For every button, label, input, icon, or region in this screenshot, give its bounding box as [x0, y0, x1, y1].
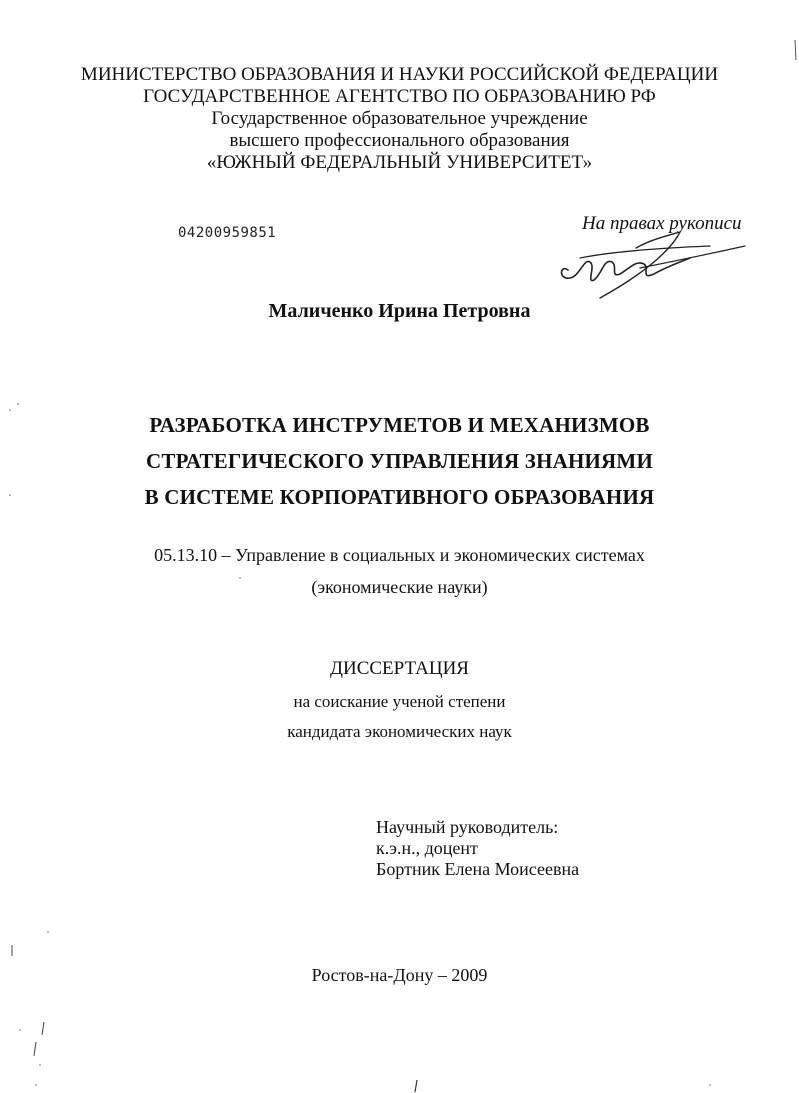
thesis-title-line-2: СТРАТЕГИЧЕСКОГО УПРАВЛЕНИЯ ЗНАНИЯМИ [146, 449, 653, 473]
city-year: Ростов-на-Дону – 2009 [311, 965, 488, 985]
specialty-code: 05.13.10 – Управление в социальных и экономических системах [154, 545, 645, 565]
ministry-line: МИНИСТЕРСТВО ОБРАЗОВАНИЯ И НАУКИ РОССИЙСКОЙ ФЕДЕРАЦИИ [80, 64, 719, 85]
advisor-title: к.э.н., доцент [376, 838, 478, 858]
handwritten-signature [540, 228, 750, 308]
academic-degree: кандидата экономических наук [287, 722, 512, 741]
thesis-title-line-3: В СИСТЕМЕ КОРПОРАТИВНОГО ОБРАЗОВАНИЯ [144, 485, 655, 509]
thesis-title-line-1: РАЗРАБОТКА ИНСТРУМЕТОВ И МЕХАНИЗМОВ [149, 413, 650, 437]
agency-line: ГОСУДАРСТВЕННОЕ АГЕНТСТВО ПО ОБРАЗОВАНИЮ РФ [143, 86, 656, 107]
dissertation-purpose: на соискание ученой степени [293, 692, 506, 711]
specialty-field: (экономические науки) [311, 577, 488, 597]
manuscript-rights-note: На правах рукописи [582, 213, 742, 234]
university-name: «ЮЖНЫЙ ФЕДЕРАЛЬНЫЙ УНИВЕРСИТЕТ» [206, 152, 593, 173]
education-level-line: высшего профессионального образования [229, 130, 570, 151]
institution-type-line: Государственное образовательное учреждение [211, 108, 588, 129]
author-name: Маличенко Ирина Петровна [268, 300, 531, 322]
advisor-label: Научный руководитель: [376, 817, 559, 837]
advisor-name: Бортник Елена Моисеевна [376, 859, 580, 879]
document-code: 04200959851 [178, 225, 277, 241]
document-type: ДИССЕРТАЦИЯ [330, 658, 469, 679]
